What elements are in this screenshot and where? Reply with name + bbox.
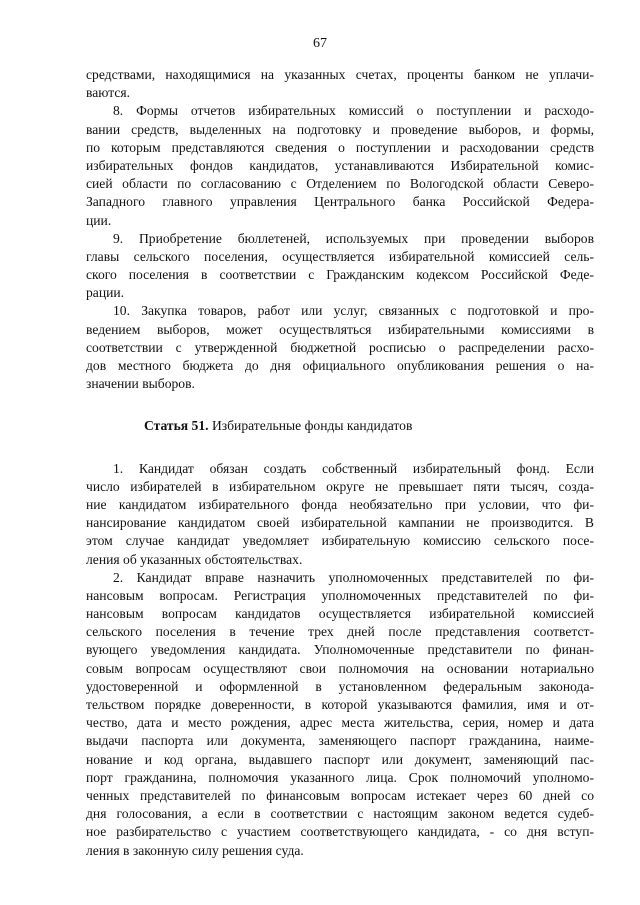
text-line: 1. Кандидат обязан создать собственный избирательный фонд. Если xyxy=(113,460,594,476)
article-title: Избирательные фонды кандидатов xyxy=(208,418,413,434)
text-line: соответствии с утвержденной бюджетной росписью о распределении расхо- xyxy=(86,339,594,355)
text-line: вании средств, выделенных на подготовку и проведение выборов, и формы, xyxy=(86,121,594,137)
text-line: 10. Закупка товаров, работ или услуг, связанных с подготовкой и про- xyxy=(113,303,594,319)
text-line: дня голосования, а если в соответствии с настоящим законом ведется судеб- xyxy=(86,806,594,822)
text-line: нансирование кандидатом своей избирательной кампании не производится. В xyxy=(86,515,594,531)
text-line: тельством порядке доверенности, в которой указываются фамилия, имя и от- xyxy=(86,697,594,712)
paragraph-1 xyxy=(86,460,594,569)
text-line: 9. Приобретение бюллетеней, используемых при проведении выборов xyxy=(113,230,594,246)
item-9-paragraph xyxy=(86,230,594,303)
text-line: ского поселения в соответствии с Гражданским кодексом Российской Феде- xyxy=(86,267,594,283)
text-line: ления об указанных обстоятельствах. xyxy=(86,551,303,567)
text-line: ления в законную силу решения суда. xyxy=(86,842,304,858)
text-line: 2. Кандидат вправе назначить уполномоченных представителей по фи- xyxy=(113,569,594,585)
page-number: 67 xyxy=(313,36,327,51)
page-body xyxy=(86,66,594,860)
text-line: чество, дата и место рождения, адрес места жительства, серия, номер и дата xyxy=(86,715,594,731)
text-line: удостоверенной и оформленной в установленном федеральным законода- xyxy=(86,678,594,694)
text-line: ции. xyxy=(86,212,112,228)
text-line: нансовым вопросам кандидатов осуществляется избирательной комиссией xyxy=(86,606,594,622)
text-line: число избирателей в избирательном округе не превышает пяти тысяч, созда- xyxy=(86,478,594,494)
text-line: нование и код органа, выдавшего паспорт или документ, заменяющий пас- xyxy=(86,751,594,767)
text-line: избирательных фондов кандидатов, устанавливаются Избирательной комис- xyxy=(86,157,594,173)
item-10-paragraph xyxy=(86,302,594,393)
text-line: ченных представителей по финансовым вопросам истекает через 60 дней со xyxy=(86,787,594,803)
text-line: сельского поселения в течение трех дней после представления соответст- xyxy=(86,624,594,640)
text-line: средствами, находящимися на указанных счетах, проценты банком не уплачи- xyxy=(86,67,594,82)
text-line: дов местного бюджета до дня официального опубликования решения о на- xyxy=(86,358,594,373)
text-line: порт гражданина, полномочия указанного лица. Срок полномочий уполномо- xyxy=(86,769,594,785)
text-line: главы сельского поселения, осуществляется избирательной комиссией сель- xyxy=(86,248,594,264)
text-line: нансовым вопросам. Регистрация уполномоченных представителей по фи- xyxy=(86,587,594,603)
intro-paragraph xyxy=(86,66,594,102)
text-line: вующего уведомления кандидата. Уполномоченные представители по финан- xyxy=(86,642,594,658)
text-line: ное разбирательство с участием соответствующего кандидата, - со дня вступ- xyxy=(86,824,594,840)
text-line: этом случае кандидат уведомляет избирательную комиссию сельского посе- xyxy=(86,533,594,549)
text-line: значении выборов. xyxy=(86,376,195,392)
text-line: совым вопросам осуществляют свои полномочия на основании нотариально xyxy=(86,660,594,676)
article-number: Статья 51. xyxy=(144,418,209,434)
article-heading xyxy=(86,417,594,435)
text-line: ведением выборов, может осуществляться избирательными комиссиями в xyxy=(86,321,594,337)
text-line: по которым представляются сведения о поступлении и расходовании средств xyxy=(86,139,594,155)
item-8-paragraph xyxy=(86,102,594,229)
text-line: ваются. xyxy=(86,85,131,101)
text-line: 8. Формы отчетов избирательных комиссий о поступлении и расходо- xyxy=(113,103,594,119)
text-line: сией области по согласованию с Отделением по Вологодской области Северо- xyxy=(86,176,594,192)
text-line: ние кандидатом избирательного фонда необязательно при условии, что фи- xyxy=(86,496,594,512)
text-line: рации. xyxy=(86,285,125,301)
text-line: выдачи паспорта или документа, заменяющего паспорт гражданина, наиме- xyxy=(86,733,594,749)
paragraph-2 xyxy=(86,569,594,860)
text-line: Западного главного управления Центрального банка Российской Федера- xyxy=(86,194,594,210)
